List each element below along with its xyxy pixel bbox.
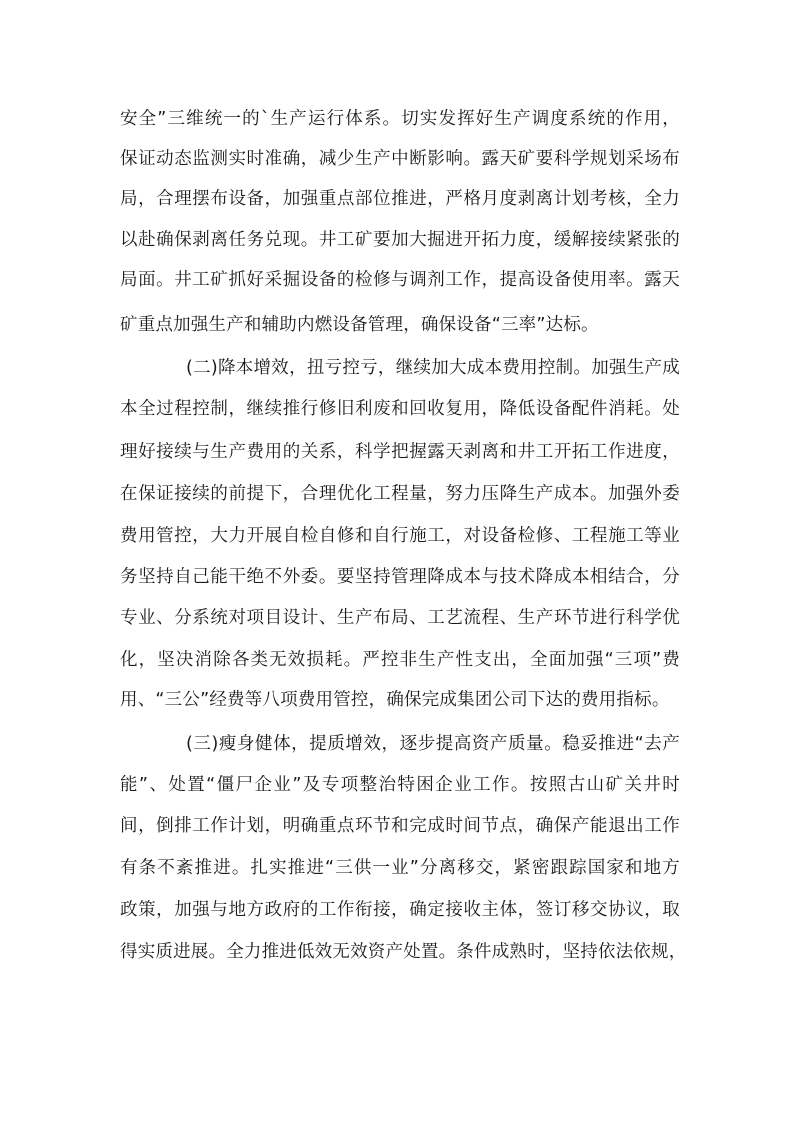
body-text-line: 局，合理摆布设备，加强重点部位推进，严格月度剥离计划考核，全力 [120,189,680,209]
body-text-line: 在保证接续的前提下，合理优化工程量，努力压降生产成本。加强外委 [120,484,680,504]
body-text-line: 以赴确保剥离任务兑现。井工矿要加大掘进开拓力度，缓解接续紧张的 [120,230,680,250]
body-text-line: 保证动态监测实时准确，减少生产中断影响。露天矿要科学规划采场布 [120,149,680,169]
body-text-line: 有条不紊推进。扎实推进“三供一业”分离移交，紧密跟踪国家和地方 [120,858,680,878]
body-text-line: 务坚持自己能干绝不外委。要坚持管理降成本与技术降成本相结合，分 [120,567,680,587]
body-text-line: 矿重点加强生产和辅助内燃设备管理，确保设备“三率”达标。 [120,315,599,335]
body-text-line: 间，倒排工作计划，明确重点环节和完成时间节点，确保产能退出工作 [120,816,680,836]
body-text-line: 局面。井工矿抓好采掘设备的检修与调剂工作，提高设备使用率。露天 [120,270,680,290]
body-text-line: 本全过程控制，继续推行修旧利废和回收复用，降低设备配件消耗。处 [120,399,680,419]
body-text-line: 安全”三维统一的`生产运行体系。切实发挥好生产调度系统的作用， [120,109,680,129]
body-text-line: 理好接续与生产费用的关系，科学把握露天剥离和井工开拓工作进度， [120,442,680,462]
body-text-line: 能”、处置“僵尸企业”及专项整治特困企业工作。按照古山矿关井时 [120,775,680,795]
paragraph-heading-line: (二)降本增效，扭亏控亏，继续加大成本费用控制。加强生产成 [186,358,680,378]
body-text-line: 化，坚决消除各类无效损耗。严控非生产性支出，全面加强“三项”费 [120,650,680,670]
paragraph-heading-line: (三)瘦身健体，提质增效，逐步提高资产质量。稳妥推进“去产 [186,734,680,754]
body-text-line: 用、“三公”经费等八项费用管控，确保完成集团公司下达的费用指标。 [120,690,670,710]
body-text-line: 专业、分系统对项目设计、生产布局、工艺流程、生产环节进行科学优 [120,608,680,628]
body-text-line: 政策，加强与地方政府的工作衔接，确定接收主体，签订移交协议，取 [120,900,680,920]
body-text-line: 得实质进展。全力推进低效无效资产处置。条件成熟时，坚持依法依规， [120,942,687,962]
body-text-line: 费用管控，大力开展自检自修和自行施工，对设备检修、工程施工等业 [120,526,680,546]
